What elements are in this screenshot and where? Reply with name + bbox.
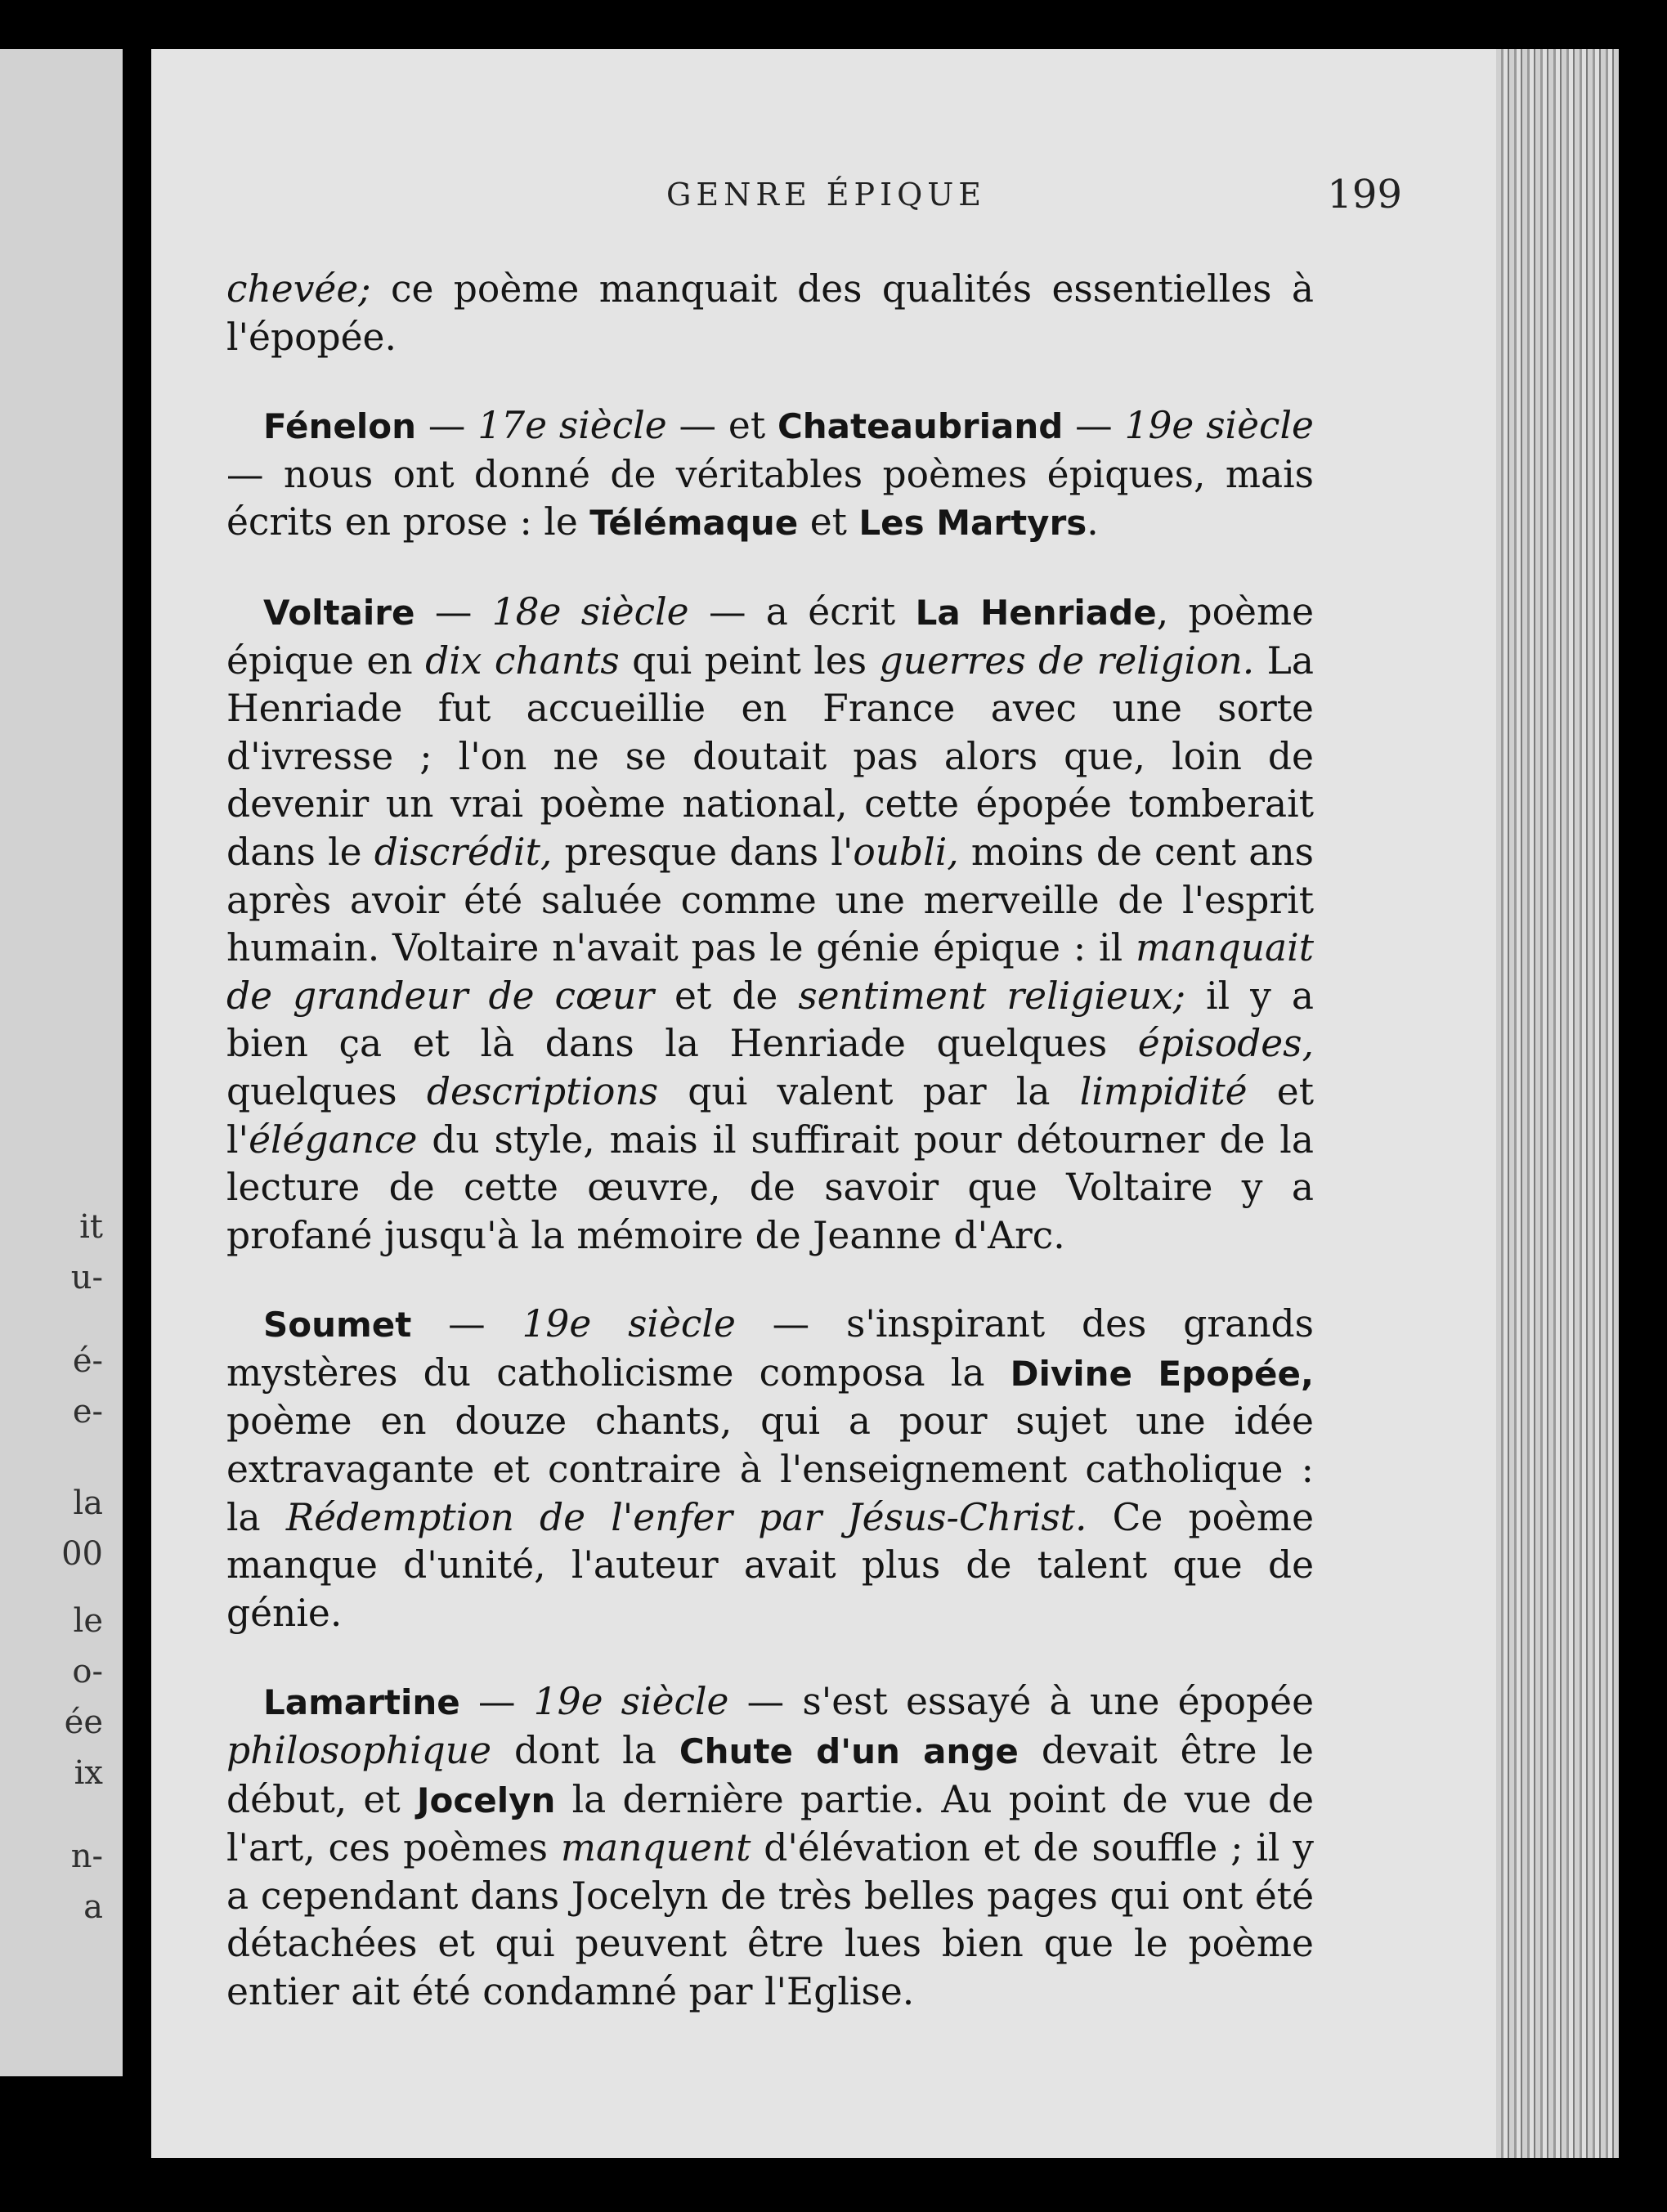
paragraph-lamartine: Lamartine — 19e siècle — s'est essayé à une épopée philosophique dont la Chute d'un ange devait être le début, et Jocelyn la dernière partie. Au point de vue de l'art, ces poèmes manquent d'élévation et de souffle ; il y a cependant dans Jocelyn de très belles pages qui ont été détachées et qui peuvent être lues bien que le poème entier ait été condamné par l'Eglise. [226, 1680, 1314, 2013]
fragment: a [83, 1888, 103, 1926]
fragment: 00 [61, 1535, 103, 1573]
fragment: ée [64, 1704, 103, 1741]
century: 19e siècle [533, 1680, 729, 1724]
facing-page [0, 49, 123, 2076]
fragment: u- [70, 1259, 103, 1296]
fragment: la [73, 1484, 103, 1522]
work-title: Jocelyn [416, 1780, 556, 1820]
century: 17e siècle [477, 404, 667, 448]
page-body [226, 266, 1314, 2058]
fragment: n- [70, 1838, 103, 1875]
page-stack-edge [1496, 49, 1619, 2158]
book-page [151, 49, 1496, 2158]
century: 19e siècle [1124, 404, 1314, 448]
author-name: Chateaubriand [777, 406, 1064, 447]
fragment: it [79, 1208, 103, 1246]
fragment: o- [72, 1653, 103, 1690]
paragraph-continuation: chevée; ce poème manquait des qualités essentielles à l'épopée. [226, 267, 1314, 359]
page-number: 199 [1327, 172, 1402, 217]
fragment: le [73, 1602, 103, 1640]
work-title: Télémaque [589, 503, 799, 544]
work-title: Les Martyrs [858, 503, 1087, 544]
work-title: Chute d'un ange [679, 1731, 1019, 1772]
facing-page-text-fragments [0, 1202, 114, 1932]
page-header [233, 172, 1402, 237]
author-name: Fénelon [263, 406, 417, 447]
century: 18e siècle [491, 589, 689, 634]
paragraph-voltaire: Voltaire — 18e siècle — a écrit La Henriade, poème épique en dix chants qui peint les guerres de religion. La Henriade fut accueillie en France avec une sorte d'ivresse ; l'on ne se doutait pas alors que, loin de devenir un vrai poème national, cette épopée tomberait dans le discrédit, presque dans l'oubli, moins de cent ans après avoir été saluée comme une merveille de l'esprit humain. Voltaire n'avait pas le génie épique : il manquait de grandeur de cœur et de sentiment religieux; il y a bien ça et là dans la Henriade quelques épisodes, quelques descriptions qui valent par la limpidité et l'élégance du style, mais il suffirait pour détourner de la lecture de cette œuvre, de savoir que Voltaire y a profané jusqu'à la mémoire de Jeanne d'Arc. [226, 589, 1315, 1257]
author-name: Voltaire [263, 592, 415, 633]
fragment: ix [74, 1754, 103, 1792]
fragment: é- [72, 1342, 103, 1380]
century: 19e siècle [522, 1302, 736, 1346]
fragment: e- [72, 1393, 103, 1431]
running-head: GENRE ÉPIQUE [666, 177, 987, 213]
author-name: Lamartine [263, 1682, 460, 1723]
paragraph-soumet: Soumet — 19e siècle — s'inspirant des grands mystères du catholicisme composa la Divine Epopée, poème en douze chants, qui a pour sujet une idée extravagante et contraire à l'enseignement catholique : la Rédemption de l'enfer par Jésus-Christ. Ce poème manque d'unité, l'auteur avait plus de talent que de génie. [226, 1302, 1315, 1635]
paragraph-fenelon: Fénelon — 17e siècle — et Chateaubriand — 19e siècle — nous ont donné de véritables poèmes épiques, mais écrits en prose : le Télémaque et Les Martyrs. [226, 404, 1314, 544]
work-title: La Henriade [915, 592, 1157, 633]
author-name: Soumet [263, 1305, 412, 1346]
work-title: Divine Epopée, [1010, 1353, 1314, 1394]
